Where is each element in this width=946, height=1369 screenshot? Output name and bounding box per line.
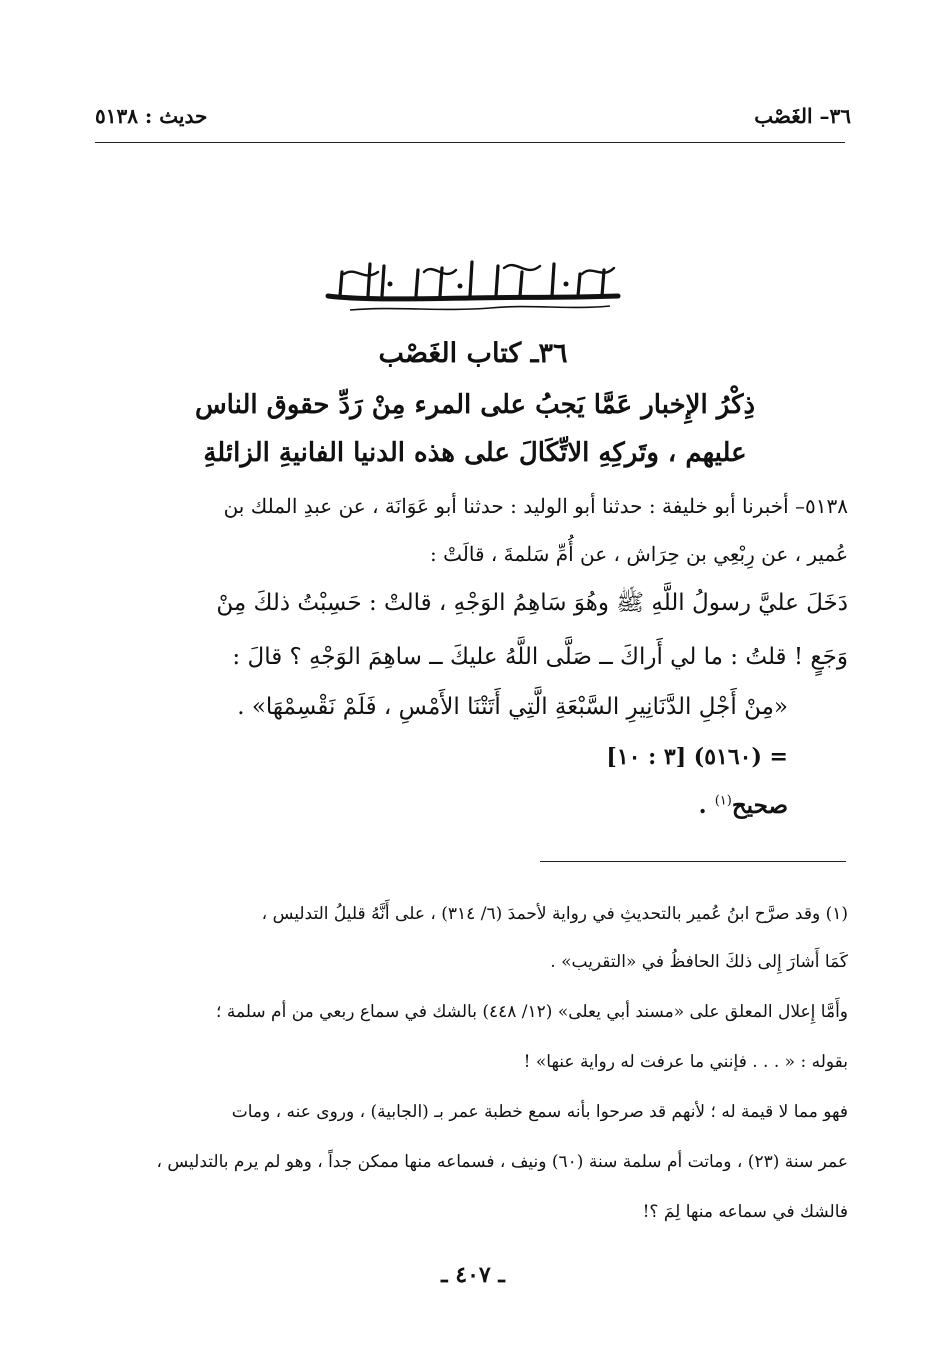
hadith-text-line-2: وَجَعٍ ! قلتُ : ما لي أَراكَ ــ صَلَّى اللَّهُ عليكَ ــ ساهِمَ الوَجْهِ ؟ قالَ :: [232, 644, 848, 670]
footnote-line-4: بقوله : « . . . فإنني ما عرفت له رواية عنها» !: [523, 1052, 848, 1072]
chapter-heading-line-1: ذِكْرُ الإِخبار عَمَّا يَجبُ على المرء مِنْ رَدِّ حقوق الناس: [194, 390, 756, 420]
footnote-line-1: (١) وقد صرَّح ابنُ عُمير بالتحديثِ في رواية لأحمدَ (٦/ ٣١٤) ، على أَنَّهُ قليلُ التدليس ،: [261, 904, 848, 924]
book-title: ٣٦ـ كتاب الغَصْب: [378, 338, 568, 369]
hadith-grade: [400, 792, 788, 819]
basmala-text: [625, 314, 626, 315]
isnad-line-1: ٥١٣٨– أخبرنا أبو خليفة : حدثنا أبو الوليد : حدثنا أبو عَوَانَة ، عن عبدِ الملك بن: [223, 494, 848, 518]
chapter-heading-line-2: عليهم ، وتَركِهِ الاتِّكَالَ على هذه الدنيا الفانيةِ الزائلةِ: [203, 438, 747, 468]
header-chapter: ٣٦– الغَصْب: [754, 104, 851, 128]
footnote-line-5: فهو مما لا قيمة له ؛ لأنهم قد صرحوا بأنه سمع خطبة عمر بـ (الجابية) ، وروى عنه ، ومات: [231, 1102, 848, 1122]
hadith-text-line-1: دَخَلَ عليَّ رسولُ اللَّهِ ﷺ وهُوَ سَاهِمُ الوَجْهِ ، قالتْ : حَسِبْتُ ذلكَ مِنْ: [216, 590, 848, 616]
footnote-line-2: كَمَا أَشارَ إِلى ذلكَ الحافظُ في «التقريب» .: [550, 952, 848, 972]
isnad-line-2: عُمير ، عن رِبْعِي بن حِرَاش ، عن أُمِّ سَلمةَ ، قالَتْ :: [430, 542, 848, 566]
footnote-marker[interactable]: (١): [714, 793, 732, 809]
grade-label: صحيح: [731, 792, 788, 819]
page-number: ـ ٤٠٧ ـ: [441, 1262, 505, 1288]
grade-end: .: [698, 792, 715, 819]
footnote-divider: [540, 861, 846, 862]
footnote-line-7: فالشك في سماعه منها لِمَ ؟!: [642, 1202, 848, 1222]
header-divider: [95, 142, 845, 143]
footnote-line-3: وأَمَّا إِعلال المعلق على «مسند أبي يعلى» (١٢/ ٤٤٨) بالشك في سماع ربعي من أم سلمة ؛: [216, 1002, 848, 1022]
running-header: [95, 104, 851, 136]
footnote-line-6: عمر سنة (٢٣) ، وماتت أم سلمة سنة (٦٠) ونيف ، فسماعه منها ممكن جداً ، وهو لم يرم بالتدليس ،: [156, 1152, 848, 1172]
hadith-text-line-3: «مِنْ أَجْلِ الدَّنَانِيرِ السَّبْعَةِ الَّتِي أَتَتْنَا الأَمْسِ ، فَلَمْ نَقْسِمْهَا» .: [237, 694, 788, 720]
cross-reference: = (٥١٦٠) [٣ : ١٠]: [606, 744, 788, 770]
basmala-calligraphy: [320, 252, 626, 314]
header-hadith-ref: حديث : ٥١٣٨: [95, 104, 208, 128]
